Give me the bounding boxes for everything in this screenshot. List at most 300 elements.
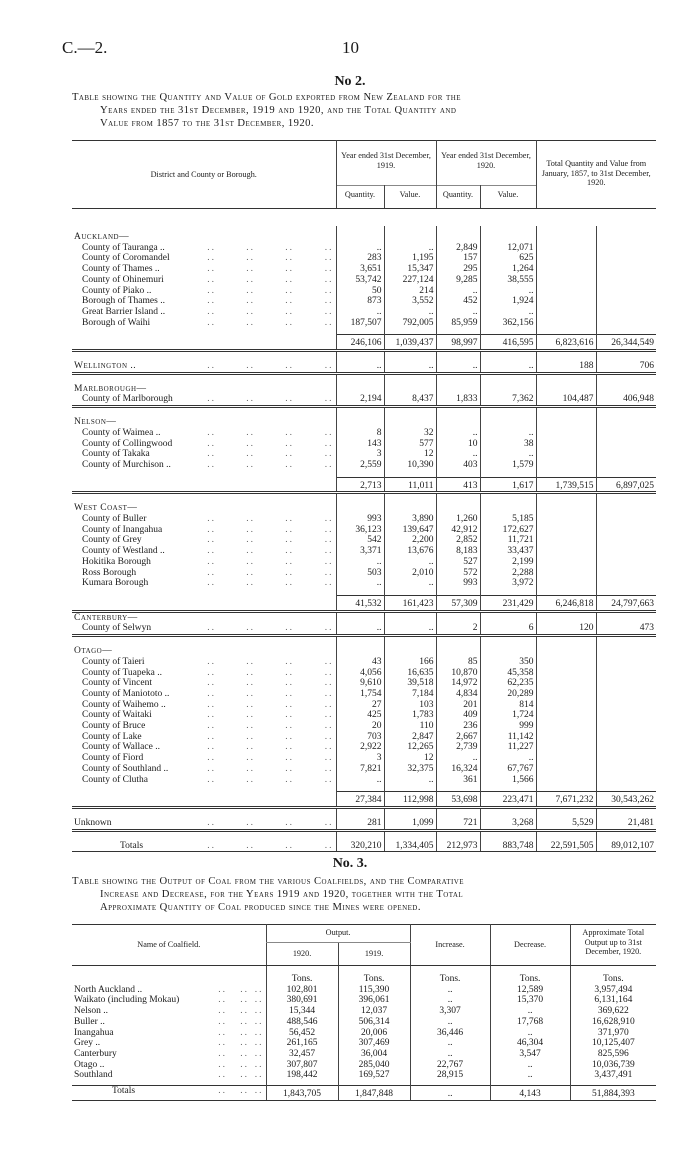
- value-cell: ..: [480, 753, 536, 764]
- leader-dots: ..: [254, 995, 264, 1006]
- leader-dots: ..: [196, 841, 218, 852]
- approx-total-header: Approximate Total Output up to 31st December, 1920.: [570, 925, 656, 966]
- value-cell: 7,184: [384, 689, 436, 700]
- district-name: County of Marlborough: [72, 394, 196, 406]
- value-cell: 2: [436, 623, 480, 635]
- empty-cell: [596, 384, 656, 395]
- value-cell: 41,532: [336, 595, 384, 611]
- value-cell: 5,185: [480, 514, 536, 525]
- leader-dots: ..: [207, 253, 216, 264]
- leader-dots: ..: [324, 721, 334, 732]
- value-cell: 380,691: [266, 995, 338, 1006]
- empty-cell: [536, 775, 596, 786]
- empty-cell: [596, 578, 656, 589]
- page-number: 10: [342, 38, 359, 57]
- value-cell: 11,011: [384, 477, 436, 493]
- value-cell: 1,847,848: [338, 1086, 410, 1101]
- value-cell: 5,529: [536, 818, 596, 830]
- value-cell: 6,897,025: [596, 477, 656, 493]
- leader-dots: ..: [285, 438, 294, 449]
- empty-cell: [336, 493, 384, 504]
- leader-dots: ..: [324, 253, 334, 264]
- value-cell: 102,801: [266, 985, 338, 996]
- table-row: [72, 449, 656, 460]
- value-cell: 2,739: [436, 742, 480, 753]
- table-row: [72, 460, 656, 471]
- value-cell: 3: [336, 449, 384, 460]
- value-cell: ..: [384, 623, 436, 635]
- value-cell: 283: [336, 253, 384, 264]
- value-cell: ..: [490, 1006, 570, 1017]
- value-cell: 527: [436, 557, 480, 568]
- coalfield-name: Otago ..: [74, 1059, 105, 1070]
- value-cell: 3,651: [336, 264, 384, 275]
- leader-dots: ..: [285, 678, 294, 689]
- empty-cell: [72, 792, 336, 808]
- value-cell: 10,036,739: [570, 1060, 656, 1071]
- empty-cell: [436, 407, 480, 418]
- value-cell: 20,006: [338, 1028, 410, 1039]
- empty-cell: [596, 732, 656, 743]
- empty-cell: [596, 373, 656, 384]
- value-cell: 15,347: [384, 264, 436, 275]
- leader-dots: ..: [285, 427, 294, 438]
- leader-dots: ..: [207, 742, 216, 753]
- table-row: [72, 428, 656, 439]
- empty-cell: [596, 503, 656, 514]
- value-cell: 43: [336, 657, 384, 668]
- value-cell: 22,767: [410, 1060, 490, 1071]
- table-row: [72, 578, 656, 589]
- leader-dots: ..: [324, 567, 334, 578]
- value-cell: 12,589: [490, 985, 570, 996]
- totals-row: [72, 841, 656, 852]
- value-cell: 236: [436, 721, 480, 732]
- value-cell: 214: [384, 286, 436, 297]
- value-cell: 3,307: [410, 1006, 490, 1017]
- empty-cell: [536, 373, 596, 384]
- table-row: [72, 361, 656, 373]
- leader-dots: ..: [246, 459, 255, 470]
- value-cell: 166: [384, 657, 436, 668]
- county-name: Kumara Borough: [82, 578, 149, 589]
- leader-dots: ..: [218, 394, 257, 406]
- table-row: [72, 775, 656, 786]
- leader-dots: ..: [285, 449, 294, 460]
- leader-dots: ..: [246, 699, 255, 710]
- leader-dots: ..: [285, 578, 294, 589]
- value-cell: 4,056: [336, 668, 384, 679]
- table-row: [72, 439, 656, 450]
- value-cell: 32: [384, 428, 436, 439]
- empty-cell: [384, 503, 436, 514]
- value-cell: 3,437,491: [570, 1070, 656, 1081]
- value-cell: 139,647: [384, 525, 436, 536]
- empty-cell: [72, 636, 336, 647]
- section-heading: Nelson—: [74, 417, 117, 428]
- section-heading: West Coast—: [74, 503, 138, 514]
- empty-cell: [596, 646, 656, 657]
- leader-dots: ..: [218, 841, 257, 852]
- empty-cell: [72, 974, 266, 985]
- leader-dots: ..: [246, 306, 255, 317]
- value-cell: ..: [336, 557, 384, 568]
- table-row: [72, 568, 656, 579]
- leader-dots: ..: [324, 264, 334, 275]
- empty-cell: [596, 668, 656, 679]
- value-cell: 10: [436, 439, 480, 450]
- empty-cell: [72, 477, 336, 493]
- leader-dots: ..: [218, 1070, 227, 1081]
- leader-dots: ..: [207, 524, 216, 535]
- gold-export-table-body: [72, 226, 656, 852]
- empty-cell: [596, 830, 656, 841]
- value-cell: 50: [336, 286, 384, 297]
- value-cell: 350: [480, 657, 536, 668]
- value-cell: 473: [596, 623, 656, 635]
- empty-cell: [536, 253, 596, 264]
- leader-dots: ..: [285, 699, 294, 710]
- value-cell: 281: [336, 818, 384, 830]
- unit-label: Tons.: [266, 974, 338, 985]
- leader-dots: ..: [246, 524, 255, 535]
- value-cell: 4,834: [436, 689, 480, 700]
- table-row: [72, 700, 656, 711]
- empty-cell: [536, 514, 596, 525]
- table2-caption: [72, 91, 657, 130]
- empty-cell: [384, 493, 436, 504]
- empty-cell: [336, 636, 384, 647]
- county-name: County of Wallace ..: [82, 742, 160, 753]
- value-cell: 2,922: [336, 742, 384, 753]
- county-name: County of Bruce: [82, 721, 146, 732]
- empty-cell: [336, 417, 384, 428]
- value-cell: 2,288: [480, 568, 536, 579]
- leader-dots: ..: [246, 578, 255, 589]
- value-cell: 6,131,164: [570, 995, 656, 1006]
- empty-cell: [536, 493, 596, 504]
- value-cell: 22,591,505: [536, 841, 596, 852]
- empty-cell: [596, 657, 656, 668]
- county-name: County of Grey: [82, 535, 142, 546]
- value-cell: 371,970: [570, 1028, 656, 1039]
- value-cell: 188: [536, 361, 596, 373]
- value-cell: 169,527: [338, 1070, 410, 1081]
- subtotal-row: [72, 335, 656, 351]
- value-cell: ..: [336, 243, 384, 254]
- leader-dots: ..: [324, 763, 334, 774]
- table-row: [72, 742, 656, 753]
- leader-dots: ..: [324, 274, 334, 285]
- value-cell: 261,165: [266, 1038, 338, 1049]
- value-cell: ..: [410, 1038, 490, 1049]
- value-cell: ..: [336, 578, 384, 589]
- value-cell: ..: [384, 775, 436, 786]
- value-cell: 883,748: [480, 841, 536, 852]
- value-cell: 1,039,437: [384, 335, 436, 351]
- value-cell: 2,199: [480, 557, 536, 568]
- value-cell: 488,546: [266, 1017, 338, 1028]
- value-cell: 1,833: [436, 394, 480, 406]
- value-cell: 792,005: [384, 318, 436, 329]
- value-cell: 3,547: [490, 1049, 570, 1060]
- leader-dots: ..: [285, 742, 294, 753]
- value-cell: ..: [480, 307, 536, 318]
- value-cell: ..: [480, 428, 536, 439]
- empty-cell: [536, 307, 596, 318]
- value-cell: 416,595: [480, 335, 536, 351]
- leader-dots: ..: [324, 742, 334, 753]
- value-cell: 161,423: [384, 595, 436, 611]
- table-row: [72, 995, 656, 1006]
- value-cell: 361: [436, 775, 480, 786]
- total-header: Total Quantity and Value from January, 1857, to 31st December, 1920.: [536, 141, 656, 209]
- value-cell: 12,071: [480, 243, 536, 254]
- table-row: [72, 394, 656, 406]
- value-cell: 67,767: [480, 764, 536, 775]
- leader-dots: ..: [246, 253, 255, 264]
- county-name: County of Murchison ..: [82, 459, 171, 470]
- value-cell: 362,156: [480, 318, 536, 329]
- value-cell: 1,783: [384, 710, 436, 721]
- value-cell: 45,358: [480, 668, 536, 679]
- leader-dots: ..: [246, 763, 255, 774]
- value-cell: 11,142: [480, 732, 536, 743]
- county-name: County of Waimea ..: [82, 427, 161, 438]
- value-cell: 1,843,705: [266, 1086, 338, 1101]
- value-cell: ..: [336, 361, 384, 373]
- table-row: [72, 525, 656, 536]
- value-cell: 30,543,262: [596, 792, 656, 808]
- empty-cell: [596, 253, 656, 264]
- quantity-header: Quantity.: [436, 186, 480, 205]
- county-name: County of Tauranga ..: [82, 242, 165, 253]
- leader-dots: ..: [207, 578, 216, 589]
- empty-cell: [596, 678, 656, 689]
- value-cell: 1,924: [480, 296, 536, 307]
- value-cell: ..: [436, 361, 480, 373]
- county-name: Borough of Thames ..: [82, 296, 165, 307]
- district-name: Unknown: [72, 818, 196, 830]
- value-cell: ..: [410, 1049, 490, 1060]
- empty-cell: [336, 351, 384, 362]
- coalfield-name: Nelson ..: [74, 1006, 109, 1017]
- empty-cell: [596, 611, 656, 623]
- value-cell: 8: [336, 428, 384, 439]
- empty-cell: [480, 384, 536, 395]
- leader-dots: ..: [246, 731, 255, 742]
- county-name: County of Fiord: [82, 753, 144, 764]
- section-heading: Auckland—: [74, 232, 130, 242]
- value-cell: 10,390: [384, 460, 436, 471]
- value-cell: 104,487: [536, 394, 596, 406]
- leader-dots: ..: [246, 535, 255, 546]
- value-cell: 103: [384, 700, 436, 711]
- empty-cell: [536, 351, 596, 362]
- empty-cell: [436, 830, 480, 841]
- totals-label: Totals: [72, 1086, 207, 1101]
- table-row: [72, 668, 656, 679]
- value-cell: 36,446: [410, 1028, 490, 1039]
- leader-dots: ..: [285, 774, 294, 785]
- empty-cell: [596, 807, 656, 818]
- value-cell: 993: [436, 578, 480, 589]
- coalfield-name: Canterbury: [74, 1048, 117, 1059]
- value-cell: 12: [384, 753, 436, 764]
- county-name: County of Buller: [82, 514, 147, 525]
- value-cell: 110: [384, 721, 436, 732]
- value-cell: ..: [480, 361, 536, 373]
- empty-cell: [536, 646, 596, 657]
- leader-dots: ..: [218, 1006, 227, 1017]
- leader-dots: ..: [285, 524, 294, 535]
- value-cell: 295: [436, 264, 480, 275]
- empty-cell: [596, 428, 656, 439]
- value-cell: 2,200: [384, 535, 436, 546]
- empty-cell: [536, 384, 596, 395]
- empty-cell: [384, 384, 436, 395]
- value-cell: 10,870: [436, 668, 480, 679]
- value-cell: 506,314: [338, 1017, 410, 1028]
- empty-cell: [596, 439, 656, 450]
- value-cell: 1,334,405: [384, 841, 436, 852]
- table3-caption-line: Increase and Decrease, for the Years 1919 and 1920, together with the Total: [100, 889, 464, 900]
- coalfield-name: Inangahua: [74, 1027, 114, 1038]
- empty-cell: [336, 830, 384, 841]
- empty-cell: [480, 830, 536, 841]
- leader-dots: ..: [240, 1038, 249, 1049]
- table-row: [72, 557, 656, 568]
- empty-cell: [384, 351, 436, 362]
- leader-dots: ..: [246, 556, 255, 567]
- leader-dots: ..: [207, 514, 216, 525]
- empty-cell: [336, 807, 384, 818]
- value-cell: 3: [336, 753, 384, 764]
- value-cell: 212,973: [436, 841, 480, 852]
- value-cell: 13,676: [384, 546, 436, 557]
- value-cell: 542: [336, 535, 384, 546]
- coalfield-name: Southland: [74, 1070, 113, 1081]
- table2-caption-line: Years ended the 31st December, 1919 and 1920, and the Total Quantity and: [100, 105, 457, 116]
- value-cell: 1,579: [480, 460, 536, 471]
- table-row: [72, 764, 656, 775]
- empty-cell: [596, 407, 656, 418]
- leader-dots: ..: [285, 306, 294, 317]
- value-cell: 2,667: [436, 732, 480, 743]
- leader-dots: ..: [207, 688, 216, 699]
- value-cell: 2,194: [336, 394, 384, 406]
- empty-cell: [436, 611, 480, 623]
- leader-dots: ..: [207, 285, 216, 296]
- spacer-row: [72, 636, 656, 647]
- leader-dots: ..: [240, 1048, 249, 1059]
- district-name: Wellington ..: [72, 361, 196, 373]
- leader-dots: ..: [324, 699, 334, 710]
- empty-cell: [596, 535, 656, 546]
- value-cell: 1,195: [384, 253, 436, 264]
- increase-header: Increase.: [410, 925, 490, 966]
- value-cell: 2,852: [436, 535, 480, 546]
- year-1919-header: Year ended 31st December, 1919.: [336, 141, 436, 186]
- value-cell: ..: [480, 449, 536, 460]
- value-cell: 26,344,549: [596, 335, 656, 351]
- value-cell: ..: [336, 307, 384, 318]
- value-cell: 85,959: [436, 318, 480, 329]
- leader-dots: ..: [207, 763, 216, 774]
- leader-dots: ..: [285, 656, 294, 667]
- value-cell: 53,742: [336, 275, 384, 286]
- value-cell: 3,957,494: [570, 985, 656, 996]
- empty-cell: [338, 966, 410, 975]
- leader-dots: ..: [246, 296, 255, 307]
- empty-cell: [536, 764, 596, 775]
- leader-dots: ..: [207, 656, 216, 667]
- value-cell: 409: [436, 710, 480, 721]
- leader-dots: ..: [207, 306, 216, 317]
- value-cell: 7,821: [336, 764, 384, 775]
- leader-dots: ..: [218, 623, 257, 635]
- leader-dots: ..: [296, 818, 336, 830]
- value-cell: 227,124: [384, 275, 436, 286]
- county-name: Great Barrier Island ..: [82, 306, 166, 317]
- empty-cell: [596, 753, 656, 764]
- value-cell: 17,768: [490, 1017, 570, 1028]
- leader-dots: ..: [196, 623, 218, 635]
- value-cell: 20: [336, 721, 384, 732]
- value-cell: 51,884,393: [570, 1086, 656, 1101]
- empty-cell: [596, 318, 656, 329]
- totals-row: [72, 1086, 656, 1101]
- unit-label: Tons.: [410, 974, 490, 985]
- section-heading-row: [72, 503, 656, 514]
- leader-dots: ..: [254, 1048, 264, 1059]
- table-row: [72, 678, 656, 689]
- empty-cell: [72, 966, 266, 975]
- leader-dots: ..: [246, 710, 255, 721]
- value-cell: 12,037: [338, 1006, 410, 1017]
- leader-dots: ..: [324, 656, 334, 667]
- value-cell: 2,010: [384, 568, 436, 579]
- coalfield-name: Buller ..: [74, 1016, 105, 1027]
- table-row: [72, 657, 656, 668]
- value-cell: 21,481: [596, 818, 656, 830]
- leader-dots: ..: [246, 514, 255, 525]
- empty-cell: [480, 646, 536, 657]
- leader-dots: ..: [246, 753, 255, 764]
- leader-dots: ..: [296, 623, 336, 635]
- empty-cell: [72, 373, 336, 384]
- value-cell: 36,123: [336, 525, 384, 536]
- value-cell: 27: [336, 700, 384, 711]
- county-name: County of Waitaki: [82, 710, 152, 721]
- units-row: [72, 974, 656, 985]
- leader-dots: ..: [251, 1086, 266, 1101]
- empty-cell: [480, 611, 536, 623]
- value-cell: 9,285: [436, 275, 480, 286]
- leader-dots: ..: [285, 688, 294, 699]
- table3-caption-line: Table showing the Output of Coal from the various Coalfields, and the Comparative: [72, 876, 465, 887]
- value-cell: 120: [536, 623, 596, 635]
- empty-cell: [536, 668, 596, 679]
- empty-cell: [536, 318, 596, 329]
- value-cell: ..: [336, 623, 384, 635]
- table-row: [72, 732, 656, 743]
- leader-dots: ..: [240, 1059, 249, 1070]
- value-cell: 201: [436, 700, 480, 711]
- empty-cell: [72, 807, 336, 818]
- empty-cell: [336, 407, 384, 418]
- county-name: County of Clutha: [82, 774, 148, 785]
